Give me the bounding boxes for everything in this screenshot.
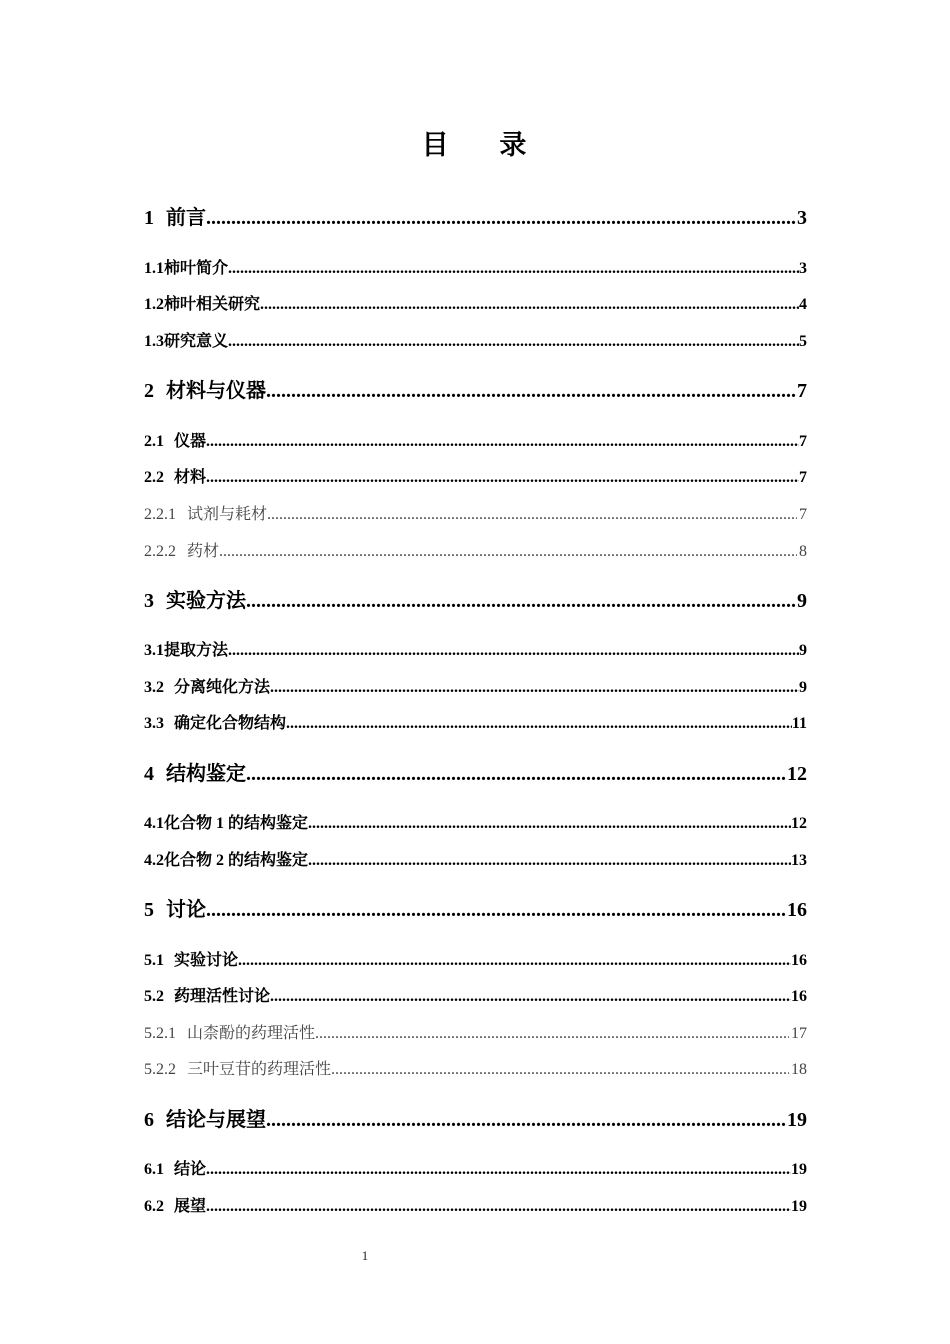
toc-section-4-2[interactable] <box>144 847 807 871</box>
toc-section-3-1[interactable] <box>144 637 807 661</box>
toc-number: 6.2 <box>144 1198 164 1215</box>
toc-subsection-2-2-1[interactable] <box>144 501 807 525</box>
toc-title: 山柰酚的药理活性 <box>187 1025 316 1042</box>
toc-number: 3.3 <box>144 715 164 732</box>
dot-leader <box>238 952 791 970</box>
toc-page: 7 <box>799 506 807 523</box>
toc-number: 5 <box>144 899 154 921</box>
dot-leader <box>246 590 797 613</box>
toc-section-1-2[interactable] <box>144 291 807 315</box>
page-title: 目 录 <box>421 130 529 160</box>
dot-leader <box>206 433 799 451</box>
toc-title: 提取方法 <box>164 642 229 659</box>
toc-number: 5.2.2 <box>144 1061 176 1078</box>
toc-section-1-3[interactable] <box>144 328 807 352</box>
toc-number: 2.2 <box>144 469 164 486</box>
toc-section-5-1[interactable] <box>144 947 807 971</box>
dot-leader <box>206 1161 791 1179</box>
toc-page: 17 <box>791 1025 807 1042</box>
toc-title: 研究意义 <box>164 333 229 350</box>
toc-number: 1.3 <box>144 333 164 350</box>
toc-number: 3.1 <box>144 642 164 659</box>
toc-subsection-5-2-1[interactable] <box>144 1020 807 1044</box>
toc-title: 前言 <box>166 207 206 229</box>
toc-page: 19 <box>787 1109 807 1131</box>
dot-leader <box>308 852 791 870</box>
toc-page: 5 <box>799 333 807 350</box>
toc-page: 19 <box>791 1198 807 1215</box>
toc-number: 6.1 <box>144 1161 164 1178</box>
toc-page: 3 <box>797 207 807 229</box>
dot-leader <box>206 207 797 230</box>
toc-title: 分离纯化方法 <box>174 679 271 696</box>
dot-leader <box>228 333 799 351</box>
toc-number: 2 <box>144 380 154 402</box>
dot-leader <box>228 642 799 660</box>
toc-title: 化合物 2 的结构鉴定 <box>164 852 309 869</box>
toc-section-1-1[interactable] <box>144 255 807 279</box>
toc-page: 16 <box>791 952 807 969</box>
dot-leader <box>228 260 799 278</box>
toc-number: 5.2.1 <box>144 1025 176 1042</box>
toc-page: 8 <box>799 543 807 560</box>
toc-chapter-4[interactable] <box>144 757 807 785</box>
dot-leader <box>270 679 799 697</box>
dot-leader <box>206 1198 791 1216</box>
toc-chapter-5[interactable] <box>144 893 807 921</box>
toc-page: 19 <box>791 1161 807 1178</box>
toc-page: 16 <box>791 988 807 1005</box>
toc-title: 试剂与耗材 <box>187 506 268 523</box>
dot-leader <box>246 763 787 786</box>
toc-page: 7 <box>797 380 807 402</box>
dot-leader <box>219 543 797 561</box>
dot-leader <box>206 469 799 487</box>
toc-title: 讨论 <box>166 899 206 921</box>
toc-title: 化合物 1 的结构鉴定 <box>164 815 309 832</box>
toc-page: 11 <box>791 715 807 732</box>
toc-section-2-2[interactable] <box>144 464 807 488</box>
toc-title: 药材 <box>187 543 220 560</box>
page-number: 1 <box>361 1248 369 1263</box>
toc-number: 4.1 <box>144 815 164 832</box>
toc-chapter-3[interactable] <box>144 584 807 612</box>
toc-chapter-1[interactable] <box>144 201 807 229</box>
toc-title: 实验方法 <box>166 590 246 612</box>
dot-leader <box>266 1109 787 1132</box>
toc-number: 1.1 <box>144 260 164 277</box>
toc-title: 实验讨论 <box>174 952 239 969</box>
toc-number: 3 <box>144 590 154 612</box>
toc-page: 18 <box>791 1061 807 1078</box>
dot-leader <box>266 380 797 403</box>
dot-leader <box>260 296 799 314</box>
dot-leader <box>308 815 791 833</box>
toc-page: 3 <box>799 260 807 277</box>
toc-page: 12 <box>787 763 807 785</box>
toc-page: 7 <box>799 469 807 486</box>
toc-section-3-2[interactable] <box>144 674 807 698</box>
toc-page: 9 <box>799 679 807 696</box>
toc-page: 12 <box>791 815 807 832</box>
toc-section-4-1[interactable] <box>144 810 807 834</box>
toc-page: 16 <box>787 899 807 921</box>
toc-title: 结构鉴定 <box>166 763 246 785</box>
toc-title: 确定化合物结构 <box>174 715 287 732</box>
toc-title: 结论与展望 <box>166 1109 266 1131</box>
toc-title: 药理活性讨论 <box>174 988 271 1005</box>
toc-chapter-6[interactable] <box>144 1103 807 1131</box>
dot-leader <box>331 1061 789 1079</box>
toc-number: 2.2.1 <box>144 506 176 523</box>
toc-section-6-2[interactable] <box>144 1193 807 1217</box>
toc-number: 1.2 <box>144 296 164 313</box>
toc-title: 材料 <box>174 469 207 486</box>
toc-title: 三叶豆苷的药理活性 <box>187 1061 332 1078</box>
toc-section-2-1[interactable] <box>144 428 807 452</box>
dot-leader <box>206 899 787 922</box>
toc-number: 4 <box>144 763 154 785</box>
toc-section-5-2[interactable] <box>144 983 807 1007</box>
toc-section-3-3[interactable] <box>144 710 807 734</box>
toc-page: 13 <box>791 852 807 869</box>
toc-number: 6 <box>144 1109 154 1131</box>
toc-page: 4 <box>799 296 807 313</box>
toc-title: 柿叶简介 <box>164 260 229 277</box>
toc-page: 9 <box>799 642 807 659</box>
toc-page: 9 <box>797 590 807 612</box>
toc-title: 柿叶相关研究 <box>164 296 261 313</box>
dot-leader <box>267 506 797 524</box>
toc-number: 3.2 <box>144 679 164 696</box>
toc-chapter-2[interactable] <box>144 374 807 402</box>
toc-number: 5.1 <box>144 952 164 969</box>
toc-title: 仪器 <box>174 433 207 450</box>
toc-number: 5.2 <box>144 988 164 1005</box>
toc-title: 展望 <box>174 1198 207 1215</box>
toc-number: 2.2.2 <box>144 543 176 560</box>
toc-number: 1 <box>144 207 154 229</box>
toc-section-6-1[interactable] <box>144 1156 807 1180</box>
toc-subsection-5-2-2[interactable] <box>144 1056 807 1080</box>
toc-subsection-2-2-2[interactable] <box>144 538 807 562</box>
toc-title: 结论 <box>174 1161 207 1178</box>
dot-leader <box>286 715 792 733</box>
toc-number: 4.2 <box>144 852 164 869</box>
dot-leader <box>315 1025 789 1043</box>
toc-title: 材料与仪器 <box>166 380 266 402</box>
toc-page: 7 <box>799 433 807 450</box>
toc-number: 2.1 <box>144 433 164 450</box>
dot-leader <box>270 988 791 1006</box>
